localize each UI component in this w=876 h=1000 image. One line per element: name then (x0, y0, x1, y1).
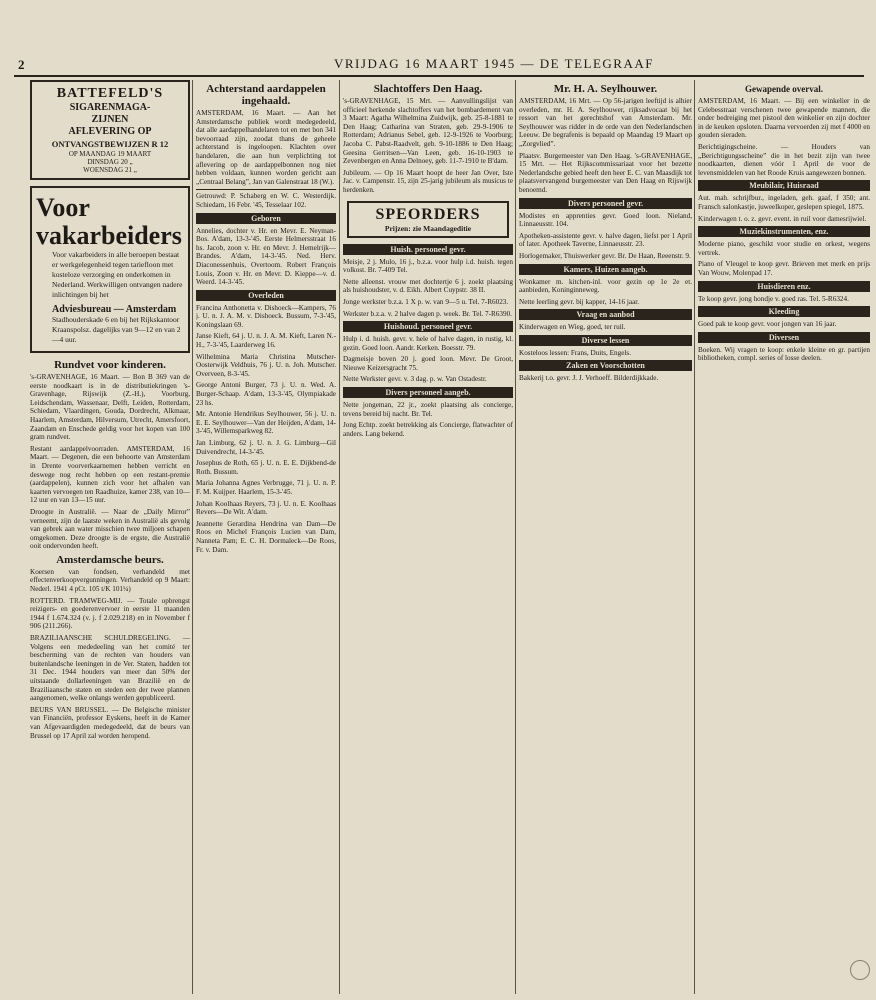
vakarbeiders-advert (30, 186, 190, 353)
section-header-geboren: Geboren (196, 213, 336, 224)
classified-ad: Modistes en apprenties gevr. Goed loon. Nieland, Linnaeusstr. 104. (519, 211, 692, 229)
section-header: Kamers, Huizen aangeb. (519, 264, 692, 275)
classified-ad: Piano of Vleugel te koop gevr. Brieven met merk en prijs Van Wouw, Molenpad 17. (698, 260, 870, 277)
classified-ad: Nette alleenst. vrouw met dochtertje 6 j. zoekt plaatsing als huishoudster, v. d. Eikh. Albert Cuypstr. 38 II. (343, 277, 513, 295)
section-header: Huishoud. personeel gevr. (343, 321, 513, 332)
classified-ad: Meisje, 2 j. Mulo, 16 j., b.z.a. voor hulp i.d. huish. tegen volkost. Br. 7-409 Tel. (343, 257, 513, 275)
article-title: Rundvet voor kinderen. (54, 359, 166, 371)
classified-ad: Werkster b.z.a. v. 2 halve dagen p. week. Br. Tel. 7-R6390. (343, 309, 512, 318)
battefeld-advert (30, 80, 190, 180)
column-3 (343, 80, 513, 994)
vakarbeiders-title: Voor (36, 193, 90, 222)
article-text: Restant aardappelvoorraden. AMSTERDAM, 16 Maart. — Degenen, die een behoorte van Amsterdam in Drente voorverkaarnemen hebben verricht en deswege nog recht hebben op een restant-premie (aardappelen), kunnen zich voor het afhalen van kaarten vervoegen ten Raadhuize, kamer 238, van 10—12 uur en van 13—15 uur. (30, 444, 190, 505)
classified-ad: Horlogemaker, Thuiswerker gevr. Br. De Haan, Reeenstr. 9. (519, 251, 691, 260)
death-notice: Johan Koolhaas Reyers, 73 j. U. n. E. Koolhaas Revers—De Wit. A'dam. (196, 499, 336, 517)
section-header: Huish. personeel gevr. (343, 244, 513, 255)
article-text: BEURS VAN BRUSSEL. — De Belgische minister van Financiën, professor Eyskens, heeft in de Kamer van Afgevaardigden medegedeeld, dat de beurs van Brussel op 17 April zal worden heropend. (30, 705, 190, 740)
column-rule (192, 80, 193, 994)
column-rule (339, 80, 340, 994)
battefeld-title: BATTEFELD'S (56, 86, 164, 101)
vakarbeiders-text: Voor vakarbeiders in alle beroepen bestaat er werkgelegenheid tegen tariefloon met kosteloze verzorging en onderkomen in Nederland. Werkwilligen ontvangen nadere inlichtingen bij het (52, 250, 183, 299)
classified-ad: Bakkerij t.o. gevr. J. J. Verhoeff. Bilderdijkkade. (519, 374, 659, 383)
classified-ad: Te koop gevr. jong hondje v. goed ras. Tel. 5-R6324. (698, 294, 849, 303)
family-notice: Getrouwd: P. Schaberg en W. C. Westerdijk. Schiedam, 16 Febr. '45, Tesselaar 102. (196, 189, 336, 209)
battefeld-line: AFLEVERING OP (68, 126, 152, 137)
vakarbeiders-bureau: Adviesbureau — Amsterdam (52, 304, 177, 315)
article-text: AMSTERDAM, 16 Mrt. — Op 56-jarigen leeftijd is alhier overleden, mr. H. A. Seylhouwer, rijksadvocaat bij het ressort van het gerechtshof van Amsterdam. Mr. Seylhouwer was ridder in de orde van den Nederlandschen Leeuw. De begrafenis is bepaald op Maandag 19 Maart op „Zorgvlied”. (519, 97, 692, 148)
article-text: 's-GRAVENHAGE, 15 Mrt. — Aanvullingslijst van officieel herkende slachtoffers van het bombardement van 3 Maart: Agatha Wilhelmina Zuidwijk, geb. 25-8-1881 te Den Haag; Catharina van Straten, geb. 29-9-1906 te Rotterdam; Adrianus Sebel, geb. 12-9-1926 te Voorburg; Jacoba C. Pabst-Raadvelt, geb. 9-10-1886 te Den Haag; Geesina Gerritsen—Van Leen, geb. 16-10-1903 te Zevenbergen en Anna Delnoey, geb. 11-7-1910 te B'dam. (343, 97, 513, 166)
article-title: Slachtoffers Den Haag. (373, 83, 483, 95)
section-header: Divers personeel aangeb. (343, 387, 513, 398)
battefeld-day: OP MAANDAG 19 MAART (68, 150, 152, 158)
archive-stamp-icon (850, 960, 870, 980)
speorders-title: SPEORDERS (375, 205, 481, 223)
masthead: VRIJDAG 16 MAART 1945 — DE TELEGRAAF (334, 56, 654, 71)
column-1 (30, 80, 190, 994)
column-rule (694, 80, 695, 994)
page-header (14, 55, 864, 77)
death-notice: Mr. Antonie Hendrikus Seylhouwer, 56 j. U. n. E. E. Seylhouwer—Van der Heijden, A'dam, 14-3-'45, Willemsparkweg 82. (196, 410, 336, 436)
classified-ad: Kosteloos lessen: Frans, Duits, Engels. (519, 348, 631, 357)
classified-ad: Goed pak te koop gevr. voor jongen van 16 jaar. (698, 320, 837, 329)
family-notice: Annelies, dochter v. Hr. en Mevr. E. Neyman-Bos. A'dam, 13-3-'45. Eerste Helmersstraat 16 hs. Jacob, zoon v. Hr. en Mevr. J. Hemelrijk—Brandes. A'dam, 14-3-'45. Ned. Herv. Diaconessenhuis, Overtoom. Robert François Louis, Zoon v. Hr. en Mevr. D. Kieppe—v. d. Weerd. 14-3-'45. (196, 226, 336, 287)
classified-ad: Dagmeisje boven 20 j. goed loon. Mevr. De Groot, Nieuwe Keizersgracht 75. (343, 355, 513, 372)
classified-ad: Moderne piano, geschikt voor studie en orkest, wegens vertrek. (698, 240, 870, 257)
classified-ad: Kinderwagen t. o. z. gevr. event. in ruil voor damesrijwiel. (698, 214, 867, 223)
article-title: Achterstand aardappelen ingehaald. (206, 83, 326, 107)
classified-ad: Wonkamer m. kitchen-inl. voor gezin op 1e 2e et. aanbieden, Koninginneweg. (519, 277, 692, 295)
section-header: Diverse lessen (519, 335, 692, 346)
battefeld-line: ZIJNEN (91, 114, 129, 125)
vakarbeiders-address: Stadhouderskade 6 en bij het Rijkskantoor Kraanspolsz. dagelijks van 9—12 en van 2—4 uur. (52, 315, 181, 344)
column-5 (698, 80, 870, 994)
classified-ad: Hulp i. d. huish. gevr. v. hele of halve dagen, in rustig, kl. gezin. Goed loon. Aandr. Kerken. Boesstr. 79. (343, 335, 513, 352)
article-text: Jubileum. — Op 16 Maart hoopt de heer Jan Over, Iste Jac. v. Campenstr. 15, zijn 25-jarig jubileum als musicus te herdenken. (343, 168, 513, 194)
section-header: Meubilair, Huisraad (698, 180, 870, 191)
classified-ad: Jonge werkster b.z.a. 1 X p. w. van 9—5 u. Tel. 7-R6023. (343, 297, 509, 306)
classified-ad: Apotheken-assistente gevr. v. halve dagen, liefst per 1 April of later. Apotheek Taverne, Linnaeusstr. 23. (519, 231, 692, 249)
article-title: Mr. H. A. Seylhouwer. (553, 83, 658, 95)
section-header: Kleeding (698, 306, 870, 317)
death-notice: Francina Anthonetta v. Dishoeck—Kampers, 76 j. U. n. J. A. M. v. Dishoeck. Bussum, 7-3-'45, Koningslaan 69. (196, 303, 336, 329)
death-notice: Josephus de Roth, 65 j. U. n. E. E. Dijkbend-de Roth. Bussum. (196, 459, 336, 476)
classified-ad: Aut. mah. schrijfbur., ingeladen, geh. gaaf, f 350; ant. Fransch salonkastje, juweelkoper, geslepen spiegel, 1875. (698, 194, 870, 211)
battefeld-line: ONTVANGSTBEWIJZEN R 12 (51, 139, 169, 149)
article-text: 's-GRAVENHAGE, 16 Maart. — Bon B 369 van de eerste noodkaart is in de distributiekringen 's-Gravenhage, Rijswijk (Z.-H.), Voorburg, Leidschendam, Wassenaar, Delft, Leiden, Rotterdam, Schiedam, Vlaardingen, Gouda, Dordrecht, Alkmaar, Haarlem, Amsterdam, Hilversum, Utrecht, Amersfoort, Zaandam en Enschede geldig voor het kopen van 100 gram rundvet. (30, 373, 190, 442)
death-notice: Janse Kieft, 64 j. U. n. J. A. M. Kieft, Laren N.-H., 7-3-'45, Laarderweg 16. (196, 332, 336, 350)
page-number: 2 (18, 57, 25, 72)
speorders-box (347, 201, 509, 238)
section-header: Huisdieren enz. (698, 281, 870, 292)
classified-ad: Jong Echtp. zoekt betrekking als Concierge, flatwachter of anders. Lang bekend. (343, 421, 513, 438)
article-text: Berichtigingscheine. — Houders van „Berichtigungsscheine” die in het bezit zijn van twee noodkaarten, dienen vóór 1 April de voor de levensmiddelen van het Roode Kruis aangewezen bonnen. (698, 142, 870, 177)
section-header-overleden: Overleden (196, 290, 336, 301)
classified-ad: Nette jongeman, 22 jr., zoekt plaatsing als concierge, tevens bereid bij nacht. Br. Tel. (343, 401, 513, 418)
article-text: AMSTERDAM, 16 Maart. — Aan het Amsterdamsche publiek wordt medegedeeld, dat alle aardappelhandelaren tot en met bon 341 bevoorraad zijn, zoodat thans de geheele achterstand is ingeloopen. Klachten over handelaren, die aan hun verplichting tot aflevering op de aardappelbonnen nog niet hebben voldaan, kunnen worden gericht aan „Centraal Belang”, Jan van Galenstraat 18 (W.). (196, 109, 336, 186)
battefeld-day: DINSDAG 20 „ (87, 158, 133, 166)
classified-ad: Kinderwagen en Wieg, goed, ter ruil. (519, 323, 626, 332)
section-header: Diversen (698, 332, 870, 343)
article-title: Amsterdamsche beurs. (56, 553, 164, 566)
death-notice: Jeannette Gerardina Hendrina van Dam—De Roos en Michel François Lucien van Dam, Nanneta Pam; E. C. H. Dormaleck—De Roos, Fr. v. Dam. (196, 519, 336, 554)
article-text: Plaatsv. Burgemeester van Den Haag. 's-GRAVENHAGE, 15 Mrt. — Het Rijkscommissariaat voor het bezette Nederlandsche gebied heeft den heer E. C. van Maasdijk tot plaatsvervangend burgemeester van Den Haag en Rijswijk benoemd. (519, 151, 692, 194)
classified-ad: Nette leerling gevr. bij kapper, 14-16 jaar. (519, 297, 640, 306)
column-2 (196, 80, 336, 994)
vakarbeiders-title: vakarbeiders (36, 221, 182, 250)
article-text: AMSTERDAM, 16 Maart. — Bij een winkelier in de Celebesstraat verschenen twee gewapende mannen, die onder bedreiging met pistool den winkelier en zijn dochter in de keuken opsloten. Daarna vervoerden zij met f 4000 en gouden sieraden. (698, 97, 870, 140)
classified-ad: Boeken. Wij vragen te koop: enkele kleine en gr. partijen bibliotheken, compl. series of losse deelen. (698, 345, 870, 363)
section-header: Divers personeel gevr. (519, 198, 692, 209)
death-notice: Jan Limburg, 62 j. U. n. J. G. Limburg—Gil Duivendrecht, 14-3-'45. (196, 439, 336, 456)
battefeld-day: WOENSDAG 21 „ (83, 166, 137, 174)
battefeld-line: SIGARENMAGA- (69, 102, 151, 113)
death-notice: George Antoni Burger, 73 j. U. n. Wed. A. Burger-Schaap. A'dam, 13-3-'45, Olympiakade 23 hs. (196, 381, 336, 407)
death-notice: Wilhelmina Maria Christina Mutscher-Oosterwijk Veldhuis, 76 j. U. n. Joh. Mutscher. Overveen, 8-3-'45. (196, 352, 336, 378)
section-header: Vraag en aanbod (519, 309, 692, 320)
speorders-subtitle: Prijzen: zie Maandageditie (384, 223, 472, 233)
article-text: ROTTERD. TRAMWEG-MIJ. — Totale opbrengst reizigers- en goederenvervoer in eerste 11 maanden 1944 f 1.674.324 (v. j. f 2.029.218) en in November f 906 (211.266). (30, 596, 190, 631)
column-rule (515, 80, 516, 994)
death-notice: Maria Johanna Agnes Verbrugge, 71 j. U. n. P. F. M. Kuijper. Haarlem, 15-3-'45. (196, 479, 336, 496)
section-header: Zaken en Voorschotten (519, 360, 692, 371)
article-title: Gewapende overval. (745, 84, 823, 94)
article-text: Droogte in Australië. — Naar de „Daily Mirror” verneemt, zijn de laatste weken in Australië als gevolg van gebrek aan water misschien twee miljoen schapen omgekomen. Deze droogte is de ergste, die Australië ooit ondervonden heeft. (30, 507, 190, 551)
article-text: Koersen van fondsen, verhandeld met effectenverkoopvergunningen. Verhandeld op 9 Maart: Nederl. 1941 4 pCt. 105 t/K 101¼) (30, 567, 190, 594)
column-4 (519, 80, 692, 994)
section-header: Muziekinstrumenten, enz. (698, 226, 870, 237)
article-text: BRAZILIAANSCHE SCHULDREGELING. — Volgens een mededeeling van het comité ter bescherming van de rechten van houders van buitenlandsche leeningen in de Ver. Staten, hadden tot 31 Dec. 1944 houders van meer dan 50% der uitstaande dollarleeningen van Brazilië en de Braziliaansche staten en steden een der twee plannen aangenomen, welke onlangs werden gepubliceerd. (30, 634, 190, 703)
classified-ad: Nette Werkster gevr. v. 3 dag. p. w. Van Ostadestr. (343, 375, 487, 384)
